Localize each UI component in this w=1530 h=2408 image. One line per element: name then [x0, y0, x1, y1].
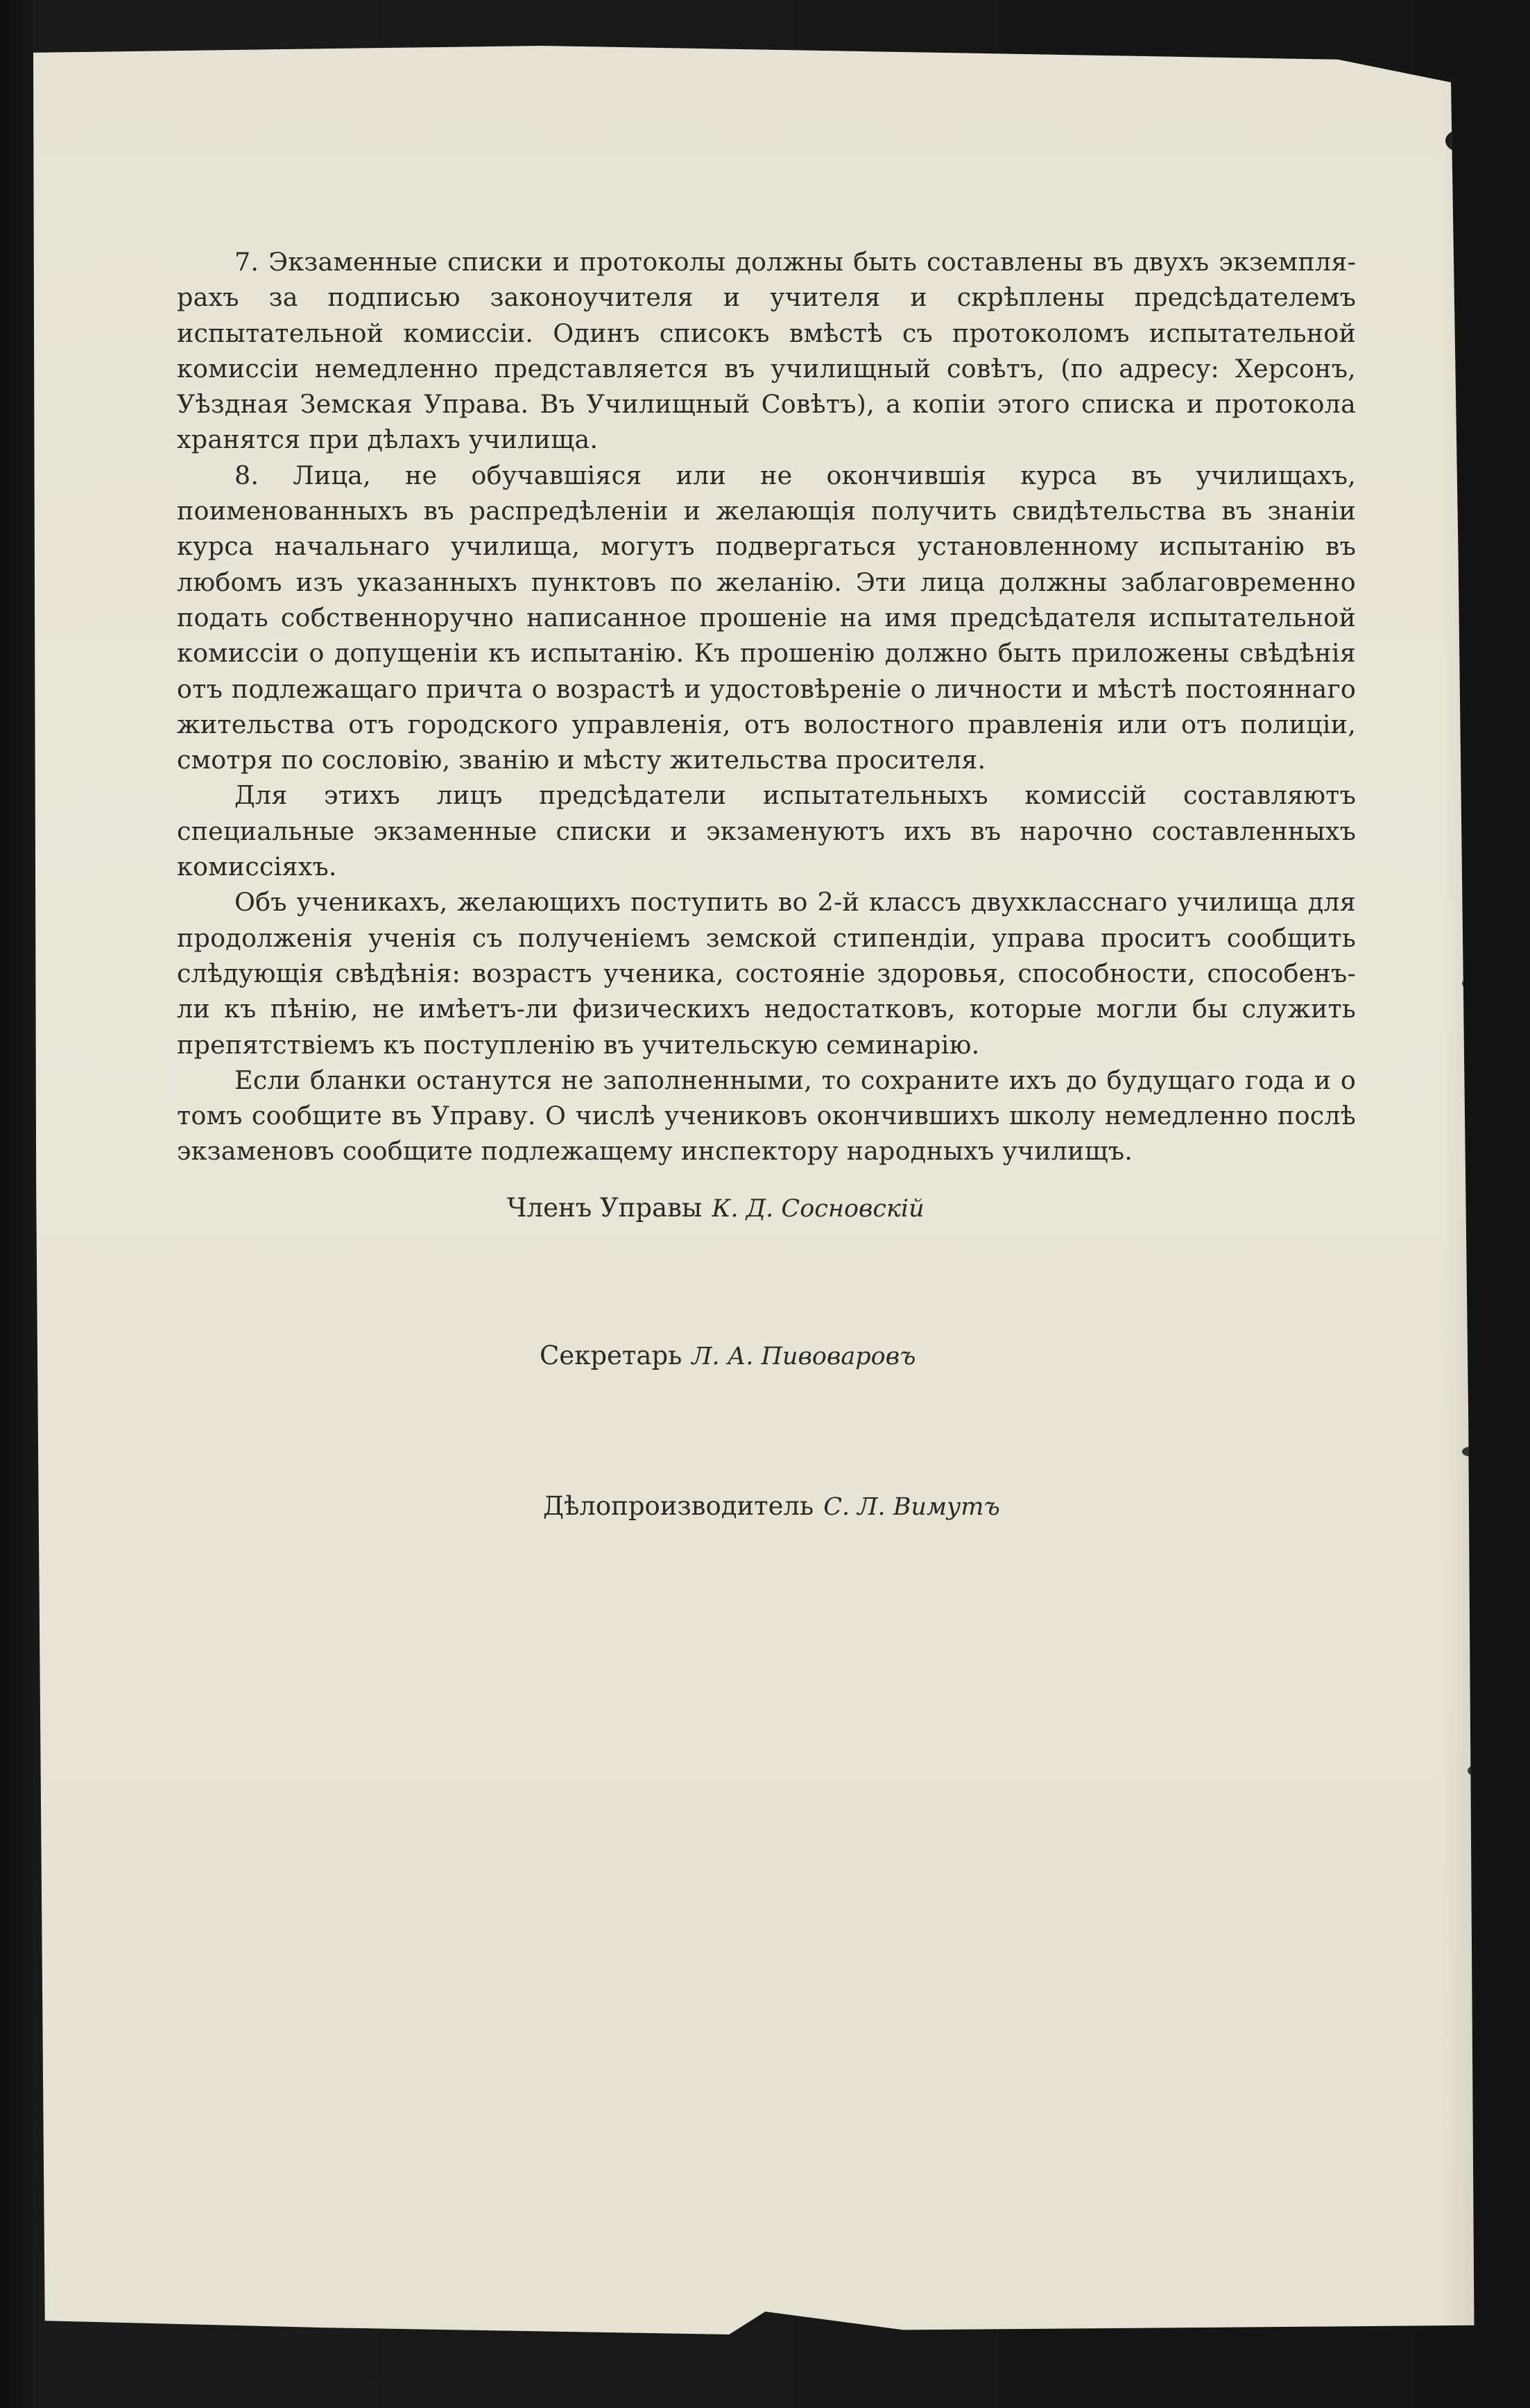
paragraph-second-class: Объ ученикахъ, желающихъ поступить во 2-й классъ двухкласснаго училища для продолженія ученія съ полученіемъ земской стипендіи, управа проситъ сообщить слѣдующія свѣдѣнія: возрастъ ученика, состояніе здоровья, способности, способенъ-ли къ пѣнію, не имѣетъ-ли физическихъ недостатковъ, которые могли бы служить препятствіемъ къ поступленію въ учительскую семинарію.	[177, 887, 1356, 1060]
signature-title: Секретарь	[540, 1341, 682, 1370]
paragraph-7: 7. Экзаменные списки и протоколы должны быть составлены въ двухъ экземплярахъ за подписью законоучителя и учителя и скрѣплены предсѣдателемъ испытательной комиссіи. Одинъ списокъ вмѣстѣ съ протоколомъ испытательной комиссіи немедленно представляется въ училищный совѣтъ, (по адресу: Херсонъ, Уѣздная Земская Управа. Въ Училищный Совѣтъ), а копіи этого списка и протокола хранятся при дѣлахъ училища.	[177, 247, 1356, 455]
paragraph-blanks: Если бланки останутся не заполненными, то сохраните ихъ до будущаго года и о томъ сообщите въ Управу. О числѣ учениковъ окончившихъ школу немедленно послѣ экзаменовъ сообщите подлежащему инспектору народныхъ училищъ.	[177, 1065, 1356, 1167]
document-body	[177, 244, 1356, 1169]
paragraph-special-exams: Для этихъ лицъ предсѣдатели испытательныхъ комиссій составляютъ специальные экзаменные списки и экзаменуютъ ихъ въ нарочно составленныхъ комиссіяхъ.	[177, 780, 1356, 882]
signature-title: Дѣлопроизводитель	[543, 1491, 814, 1521]
signature-name: С. Л. Вимутъ	[823, 1493, 1000, 1521]
signature-title: Членъ Управы	[507, 1193, 703, 1223]
signature-name: К. Д. Сосновскій	[712, 1195, 925, 1223]
paragraph-8: 8. Лица, не обучавшіяся или не окончившія курса въ училищахъ, поименованныхъ въ распредѣленіи и желающія получить свидѣтельства въ знаніи курса начальнаго училища, могутъ подвергаться установленному испытанію въ любомъ изъ указанныхъ пунктовъ по желанію. Эти лица должны заблаговременно подать собственноручно написанное прошеніе на имя предсѣдателя испытательной комиссіи о допущеніи къ испытанію. Къ прошенію должно быть приложены свѣдѣнія отъ подлежащаго причта о возрастѣ и удостовѣреніе о личности и мѣстѣ постояннаго жительства отъ городского управленія, отъ волостного правленія или отъ полиціи, смотря по сословію, званію и мѣсту жительства просителя.	[177, 460, 1356, 775]
signature-name: Л. А. Пивоваровъ	[691, 1343, 916, 1370]
